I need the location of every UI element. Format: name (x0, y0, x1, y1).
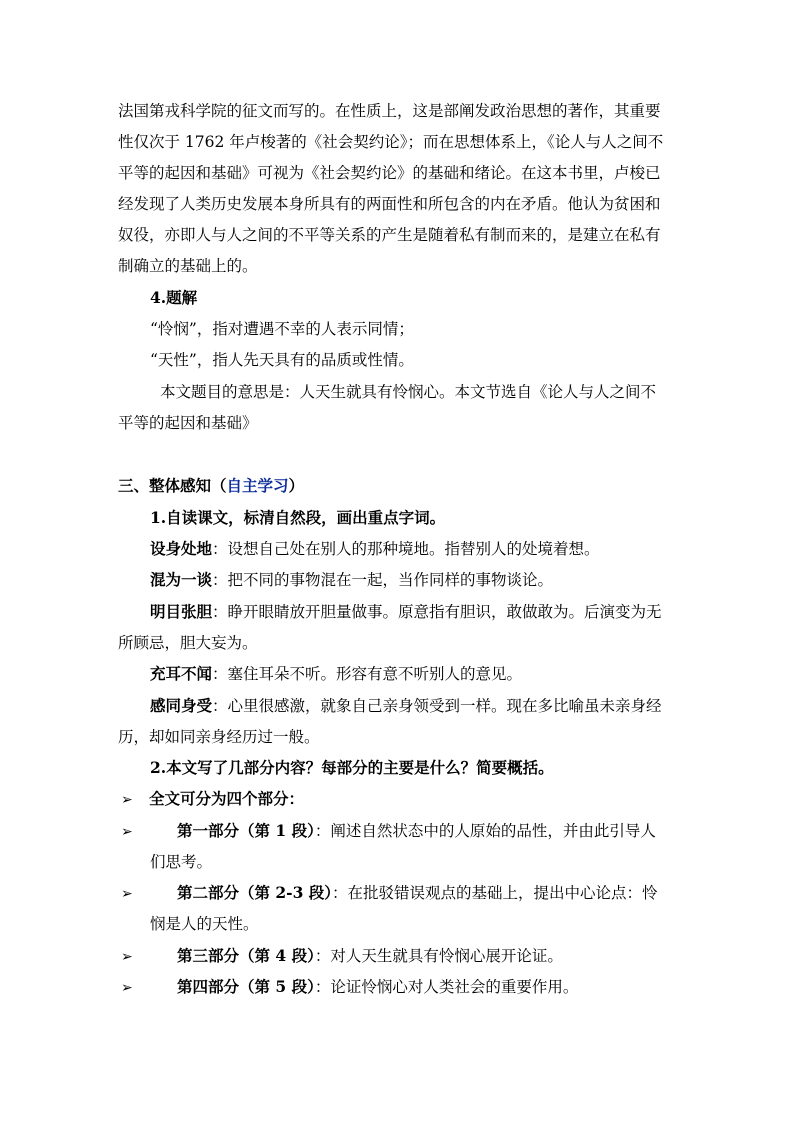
term-definition: ：塞住耳朵不听。形容有意不听别人的意见。 (212, 665, 523, 683)
bullet-text-cont: 悯是人的天性。 (150, 915, 259, 933)
bullet-text-cont: 们思考。 (150, 853, 213, 871)
bullet-label: 第二部分（第 2-3 段） (177, 883, 333, 902)
term-word: 混为一谈 (150, 570, 213, 589)
tijie-line: “怜悯”，指对遭遇不幸的人表示同情； (150, 320, 414, 338)
intro-line: 性仅次于 1762 年卢梭著的《社会契约论》；而在思想体系上，《论人与人之间不 (118, 133, 664, 151)
bullet-label: 全文可分为四个部分： (149, 789, 305, 808)
arrow-bullet-icon: ➢ (121, 980, 133, 996)
question-2: 2.本文写了几部分内容？每部分的主要是什么？简要概括。 (150, 758, 554, 777)
arrow-bullet-icon: ➢ (121, 949, 133, 965)
bullet-item (121, 883, 658, 904)
bullet-item (121, 789, 304, 810)
intro-line: 经发现了人类历史发展本身所具有的两面性和所包含的内在矛盾。他认为贫困和 (118, 195, 661, 213)
term-definition-cont: 历，却如同亲身经历过一般。 (118, 728, 320, 746)
bullet-label: 第四部分（第 5 段） (177, 977, 315, 996)
arrow-bullet-icon: ➢ (121, 886, 133, 902)
term-definition: ：设想自己处在别人的那种境地。指替别人的处境着想。 (212, 540, 600, 558)
term-item (150, 602, 662, 622)
bullet-label: 第三部分（第 4 段） (177, 946, 315, 965)
bullet-text: ：在批驳错误观点的基础上，提出中心论点：怜 (332, 884, 658, 902)
bullet-text: ：对人天生就具有怜悯心展开论证。 (314, 947, 563, 965)
intro-line: 制确立的基础上的。 (118, 257, 258, 275)
section-heading-close: ） (288, 476, 305, 495)
term-item (150, 539, 600, 559)
term-item (150, 696, 662, 716)
section-heading-text: 三、整体感知（ (118, 476, 227, 495)
intro-line: 平等的起因和基础》可视为《社会契约论》的基础和绪论。在这本书里，卢梭已 (118, 164, 661, 182)
bullet-text: ：阐述自然状态中的人原始的品性，并由此引导人 (314, 822, 656, 840)
term-definition-cont: 所顾忌，胆大妄为。 (118, 634, 258, 652)
term-item (150, 664, 522, 684)
section-heading-tag: 自主学习 (226, 476, 289, 495)
tijie-line: 平等的起因和基础》 (118, 414, 258, 432)
term-definition: ：心里很感激，就象自己亲身领受到一样。现在多比喻虽未亲身经 (212, 697, 662, 715)
term-word: 充耳不闻 (150, 664, 213, 683)
bullet-item (121, 977, 578, 998)
arrow-bullet-icon: ➢ (121, 824, 133, 840)
term-word: 设身处地 (150, 539, 213, 558)
term-definition: ：睁开眼睛放开胆量做事。原意指有胆识，敢做敢为。后演变为无 (212, 603, 662, 621)
term-definition: ：把不同的事物混在一起，当作同样的事物谈论。 (212, 571, 554, 589)
bullet-label: 第一部分（第 1 段） (177, 821, 315, 840)
tijie-line: 本文题目的意思是：人天生就具有怜悯心。本文节选自《论人与人之间不 (160, 383, 657, 401)
term-word: 感同身受 (150, 696, 213, 715)
bullet-item (121, 946, 563, 967)
question-1: 1.自读课文，标清自然段，画出重点字词。 (150, 508, 446, 527)
bullet-text: ：论证怜悯心对人类社会的重要作用。 (314, 978, 579, 996)
section-heading (118, 476, 304, 496)
intro-line: 奴役，亦即人与人之间的不平等关系的产生是随着私有制而来的，是建立在私有 (118, 226, 661, 244)
tijie-heading: 4.题解 (150, 288, 198, 307)
term-word: 明目张胆 (150, 602, 213, 621)
tijie-line: “天性”，指人先天具有的品质或性情。 (150, 351, 414, 369)
arrow-bullet-icon: ➢ (121, 792, 133, 808)
intro-line: 法国第戎科学院的征文而写的。在性质上，这是部阐发政治思想的著作，其重要 (118, 102, 661, 120)
bullet-item (121, 821, 656, 842)
term-item (150, 570, 553, 590)
